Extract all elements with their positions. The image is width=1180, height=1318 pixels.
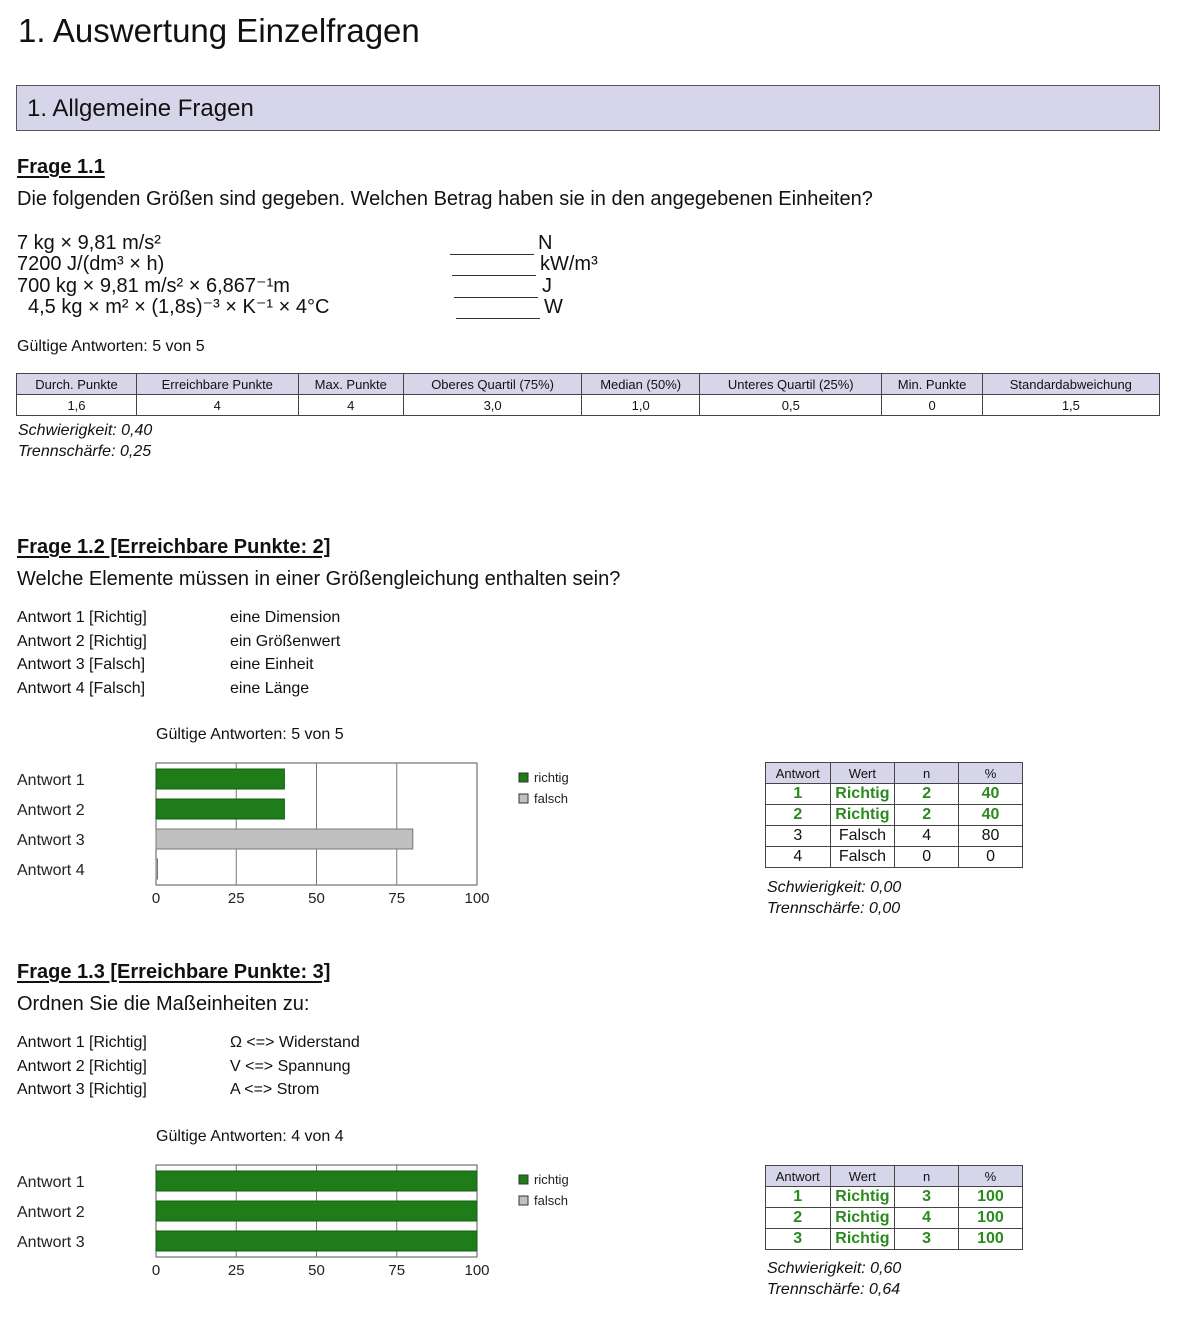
answer-blank-4 (456, 318, 540, 319)
answer-text: eine Einheit (230, 656, 314, 673)
stats-value-cell: 0 (882, 395, 982, 416)
bar-chart-1-3 (0, 1157, 740, 1277)
section-header (16, 85, 1160, 131)
result-row (766, 805, 1023, 826)
result-header-row (766, 1166, 1023, 1187)
legend-label: falsch (534, 1193, 568, 1208)
stats-table (16, 373, 1160, 416)
category-label: Antwort 2 (17, 1204, 85, 1221)
result-cell: 3 (895, 1229, 959, 1250)
category-label: Antwort 3 (17, 1234, 85, 1251)
stats-header-cell: Unteres Quartil (25%) (700, 374, 882, 395)
answer-text: A <=> Strom (230, 1081, 320, 1098)
result-header-cell: Wert (830, 1166, 895, 1187)
result-cell: Richtig (830, 805, 895, 826)
formula-1: 7 kg × 9,81 m/s² (17, 232, 161, 254)
stats-value-cell: 1,6 (17, 395, 137, 416)
x-tick-label: 50 (308, 1262, 325, 1277)
result-header-cell: n (895, 763, 959, 784)
result-row (766, 1208, 1023, 1229)
stats-header-cell: Durch. Punkte (17, 374, 137, 395)
stats-header-cell: Erreichbare Punkte (136, 374, 298, 395)
result-header-row (766, 763, 1023, 784)
answer-text: V <=> Spannung (230, 1058, 351, 1075)
valid-answers-1-1: Gültige Antworten: 5 von 5 (17, 338, 205, 355)
difficulty-1-1: Schwierigkeit: 0,40 (18, 422, 153, 439)
result-cell: 100 (958, 1187, 1022, 1208)
answer-text: ein Größenwert (230, 633, 341, 650)
answer-text: eine Länge (230, 680, 310, 697)
formula-2: 7200 J/(dm³ × h) (17, 253, 165, 275)
selectivity-1-1: Trennschärfe: 0,25 (18, 443, 152, 460)
result-cell: 3 (766, 826, 831, 847)
result-cell: 2 (766, 1208, 831, 1229)
answer-label: Antwort 1 [Richtig] (17, 1034, 147, 1051)
difficulty-1-3: Schwierigkeit: 0,60 (767, 1260, 902, 1277)
result-cell: 4 (895, 826, 959, 847)
stats-header-cell: Standardabweichung (982, 374, 1159, 395)
bar (156, 1201, 477, 1221)
result-cell: 2 (895, 784, 959, 805)
formula-3: 700 kg × 9,81 m/s² × 6,867⁻¹m (17, 275, 290, 297)
legend-swatch (519, 1175, 528, 1184)
category-label: Antwort 2 (17, 802, 85, 819)
result-cell: 40 (959, 784, 1023, 805)
legend-label: richtig (534, 1172, 569, 1187)
result-cell: 100 (958, 1229, 1022, 1250)
answer-label: Antwort 4 [Falsch] (17, 680, 146, 697)
question-1-1-text: Die folgenden Größen sind gegeben. Welchen Betrag haben sie in den angegebenen Einheiten? (17, 188, 873, 210)
valid-answers-1-3: Gültige Antworten: 4 von 4 (156, 1128, 344, 1145)
result-cell: Richtig (830, 1187, 895, 1208)
unit-4: W (544, 296, 563, 318)
answer-blank-3 (454, 297, 538, 298)
answer-blank-2 (452, 275, 536, 276)
x-tick-label: 100 (464, 890, 490, 905)
stats-value-cell: 4 (136, 395, 298, 416)
valid-answers-1-2: Gültige Antworten: 5 von 5 (156, 726, 344, 743)
result-row (766, 826, 1023, 847)
section-title: 1. Allgemeine Fragen (27, 95, 254, 122)
formula-4: 4,5 kg × m² × (1,8s)⁻³ × K⁻¹ × 4°C (28, 296, 330, 318)
result-cell: Falsch (830, 847, 895, 868)
result-table-1-2 (765, 762, 1023, 868)
bar (156, 1231, 477, 1251)
result-table-1-3 (765, 1165, 1023, 1250)
bar (156, 769, 284, 789)
bar (156, 829, 413, 849)
result-row (766, 1187, 1023, 1208)
unit-1: N (538, 232, 553, 254)
category-label: Antwort 3 (17, 832, 85, 849)
result-row (766, 784, 1023, 805)
x-tick-label: 100 (464, 1262, 490, 1277)
result-row (766, 847, 1023, 868)
result-cell: 3 (895, 1187, 959, 1208)
x-tick-label: 75 (388, 1262, 406, 1277)
x-tick-label: 0 (151, 890, 161, 905)
stats-value-cell: 0,5 (700, 395, 882, 416)
difficulty-1-2: Schwierigkeit: 0,00 (767, 879, 902, 896)
stats-header-cell: Median (50%) (582, 374, 700, 395)
category-label: Antwort 4 (17, 862, 85, 879)
result-cell: 80 (959, 826, 1023, 847)
chart-svg (0, 1157, 740, 1277)
selectivity-1-3: Trennschärfe: 0,64 (767, 1281, 901, 1298)
x-tick-label: 75 (388, 890, 406, 905)
result-header-cell: % (958, 1166, 1022, 1187)
legend-swatch (519, 773, 528, 782)
x-tick-label: 50 (308, 890, 325, 905)
answer-text: eine Dimension (230, 609, 341, 626)
answer-label: Antwort 2 [Richtig] (17, 1058, 147, 1075)
result-row (766, 1229, 1023, 1250)
selectivity-1-2: Trennschärfe: 0,00 (767, 900, 901, 917)
result-cell: 0 (895, 847, 959, 868)
question-1-2-text: Welche Elemente müssen in einer Größengleichung enthalten sein? (17, 568, 621, 590)
stats-value-cell: 3,0 (404, 395, 582, 416)
stats-header-cell: Max. Punkte (298, 374, 403, 395)
answer-blank-1 (450, 254, 534, 255)
x-tick-label: 25 (227, 890, 245, 905)
stats-value-cell: 1,5 (982, 395, 1159, 416)
answer-label: Antwort 3 [Richtig] (17, 1081, 147, 1098)
result-cell: Richtig (830, 784, 895, 805)
question-1-1-heading: Frage 1.1 (17, 156, 105, 178)
result-cell: 1 (766, 784, 831, 805)
x-tick-label: 25 (227, 1262, 245, 1277)
question-1-3-heading: Frage 1.3 [Erreichbare Punkte: 3] (17, 961, 331, 983)
legend-label: falsch (534, 791, 568, 806)
unit-3: J (542, 275, 552, 297)
stats-header-row (17, 374, 1160, 395)
x-tick-label: 0 (151, 1262, 161, 1277)
question-1-2-heading: Frage 1.2 [Erreichbare Punkte: 2] (17, 536, 331, 558)
result-cell: 4 (895, 1208, 959, 1229)
category-label: Antwort 1 (17, 1174, 85, 1191)
answer-label: Antwort 2 [Richtig] (17, 633, 147, 650)
result-cell: Richtig (830, 1208, 895, 1229)
bar (156, 859, 158, 879)
result-cell: 0 (959, 847, 1023, 868)
stats-value-row (17, 395, 1160, 416)
stats-header-cell: Oberes Quartil (75%) (404, 374, 582, 395)
bar-chart-1-2 (0, 755, 740, 905)
result-cell: 100 (958, 1208, 1022, 1229)
result-cell: 2 (895, 805, 959, 826)
category-label: Antwort 1 (17, 772, 85, 789)
answer-label: Antwort 1 [Richtig] (17, 609, 147, 626)
result-cell: 40 (959, 805, 1023, 826)
result-header-cell: n (895, 1166, 959, 1187)
bar (156, 799, 284, 819)
result-header-cell: % (959, 763, 1023, 784)
bar (156, 1171, 477, 1191)
unit-2: kW/m³ (540, 253, 598, 275)
chart-svg (0, 755, 740, 905)
result-cell: 3 (766, 1229, 831, 1250)
stats-header-cell: Min. Punkte (882, 374, 982, 395)
question-1-3-text: Ordnen Sie die Maßeinheiten zu: (17, 993, 310, 1015)
result-cell: 4 (766, 847, 831, 868)
result-header-cell: Antwort (766, 1166, 831, 1187)
stats-value-cell: 4 (298, 395, 403, 416)
legend-label: richtig (534, 770, 569, 785)
result-header-cell: Antwort (766, 763, 831, 784)
stats-value-cell: 1,0 (582, 395, 700, 416)
legend-swatch (519, 794, 528, 803)
result-cell: 2 (766, 805, 831, 826)
answer-text: Ω <=> Widerstand (230, 1034, 360, 1051)
result-cell: 1 (766, 1187, 831, 1208)
legend-swatch (519, 1196, 528, 1205)
result-header-cell: Wert (830, 763, 895, 784)
result-cell: Falsch (830, 826, 895, 847)
result-cell: Richtig (830, 1229, 895, 1250)
page-title: 1. Auswertung Einzelfragen (18, 12, 420, 49)
answer-label: Antwort 3 [Falsch] (17, 656, 146, 673)
